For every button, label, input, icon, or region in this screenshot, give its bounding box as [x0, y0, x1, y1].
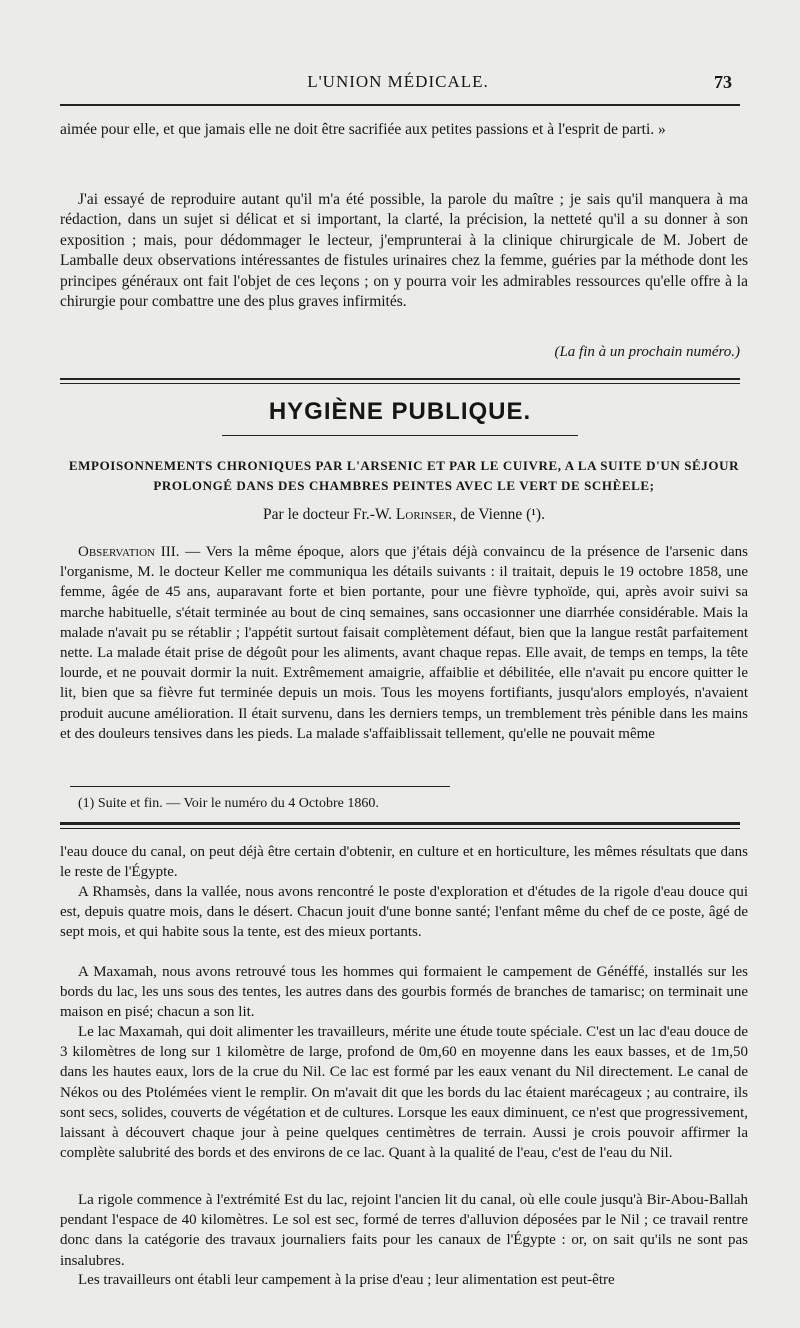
observation-paragraph [60, 542, 748, 744]
header-rule [60, 104, 740, 106]
feuilleton-rule [60, 822, 740, 825]
observation-label: Observation III. [78, 544, 180, 560]
intro-paragraph-2: J'ai essayé de reproduire autant qu'il m'a été possible, la parole du maître ; je sais qu'il manquera à ma rédaction, dans un sujet si délicat et si important, la clarté, la précision, la netteté qu'il a su donner à son exposition ; mais, pour dédommager le lecteur, j'emprunterai à la clinique chirurgicale de M. Jobert de Lamballe deux observations intéressantes de fistules urinaires chez la femme, guéries par la méthode dont les principes généraux ont fait l'objet de ces leçons ; on y pourra voir les admirables ressources qu'elle offre à la chirurgie pour combattre une des plus graves infirmités. [60, 191, 748, 311]
section-rule-top-thin [60, 383, 740, 384]
byline-prefix: Par le docteur Fr.-W. [263, 506, 393, 523]
author-name: Lorinser [395, 506, 453, 523]
feuilleton-paragraph-6: Les travailleurs ont établi leur campement à la prise d'eau ; leur alimentation est peut-être [78, 1272, 615, 1288]
continuation-note: (La fin à un prochain numéro.) [554, 344, 740, 360]
feuilleton-paragraph-5: La rigole commence à l'extrémité Est du lac, rejoint l'ancien lit du canal, où elle coule jusqu'à Bir-Abou-Ballah pendant l'espace de 40 kilomètres. Le sol est sec, formé de terres d'alluvion déposées par le Nil ; ce travail rentre donc dans la catégorie des travaux journaliers faits pour les canaux de l'Égypte : or, on sait qu'ils ne sont pas insalubres. [60, 1192, 748, 1269]
observation-text: — Vers la même époque, alors que j'étais déjà convaincu de la présence de l'arsenic dans l'organisme, M. le docteur Keller me communiqua les détails suivants : il traitait, depuis le 19 octobre 1858, une femme, âgée de 45 ans, auparavant forte et bien portante, pour une fièvre typhoïde, qui, après avoir suivi sa marche habituelle, s'était terminée au bout de cinq semaines, sans occasionner une diarrhée considérable. Mais la malade n'avait pu se rétablir ; l'appétit surtout faisait complètement défaut, bien que la langue restât parfaitement nette. La malade était prise de dégoût pour les aliments, avant chaque repas. Elle avait, de temps en temps, la tête lourde, et ne pouvait dormir la nuit. Extrêmement amaigrie, affaiblie et débilitée, elle n'avait pu encore quitter le lit, bien que sa fièvre fut terminée depuis un mois. Tous les moyens fortifiants, jusqu'alors employés, n'avaient produit aucune amélioration. Il était survenu, dans les derniers temps, un tremblement très pénible dans les mains et des douleurs tensives dans les pieds. La malade s'affaiblissait tellement, qu'elle ne pouvait même [60, 544, 749, 742]
section-title-underline [222, 435, 578, 436]
feuilleton-paragraph-1: l'eau douce du canal, on peut déjà être certain d'obtenir, en culture et en horticulture, les mêmes résultats que dans le reste de l'Égypte. [60, 844, 748, 881]
running-header [60, 72, 736, 98]
article-subtitle: EMPOISONNEMENTS CHRONIQUES PAR L'ARSENIC ET PAR LE CUIVRE, A LA SUITE D'UN SÉJOUR PROLONGÉ DANS DES CHAMBRES PEINTES AVEC LE VERT DE SCHÈELE; [68, 458, 740, 493]
feuilleton-paragraph-3: A Maxamah, nous avons retrouvé tous les hommes qui formaient le campement de Généffé, installés sur les bords du lac, les uns sous des tentes, les autres dans des gourbis formés de branches de tamarisc; on terminait une maison en pisé; chacun a son lit. [60, 964, 748, 1021]
journal-title: L'UNION MÉDICALE. [307, 72, 489, 91]
feuilleton-rule-thin [60, 828, 740, 829]
section-title: HYGIÈNE PUBLIQUE. [268, 398, 532, 425]
page-number: 73 [714, 72, 732, 92]
footnote-separator [70, 786, 450, 787]
byline-suffix: , de Vienne (¹). [452, 506, 545, 523]
intro-paragraph-1: aimée pour elle, et que jamais elle ne doit être sacrifiée aux petites passions et à l'esprit de parti. » [60, 121, 666, 138]
feuilleton-paragraph-4: Le lac Maxamah, qui doit alimenter les travailleurs, mérite une étude toute spéciale. C'est un lac d'eau douce de 3 kilomètres de long sur 1 kilomètre de large, profond de 0m,60 en moyenne dans les eaux basses, et de 1m,50 dans les hautes eaux, lors de la crue du Nil. Ce lac est formé par les eaux venant du Nil directement. Le canal de Nékos ou des Ptolémées vient le remplir. On m'avait dit que les bords du lac étaient marécageux ; au contraire, ils sont secs, solides, couverts de végétation et de cultures. Lorsque les eaux diminuent, ce n'est que progressivement, laissant à découvert chaque jour à peine quelques centimètres de terrain. Aussi je crois pouvoir affirmer la complète salubrité des bords et des environs de ce lac. Quant à la qualité de l'eau, c'est de l'eau du Nil. [60, 1024, 748, 1162]
feuilleton-paragraph-2: A Rhamsès, dans la vallée, nous avons rencontré le poste d'exploration et d'études de la rigole d'eau douce qui est, depuis quatre mois, dans le désert. Chacun jouit d'une bonne santé; l'enfant même du chef de ce poste, âgé de sept mois, et qui habite sous la tente, est des mieux portants. [60, 884, 748, 941]
article-byline [60, 506, 748, 524]
footnote: (1) Suite et fin. — Voir le numéro du 4 Octobre 1860. [78, 796, 379, 811]
section-rule-top [60, 378, 740, 380]
